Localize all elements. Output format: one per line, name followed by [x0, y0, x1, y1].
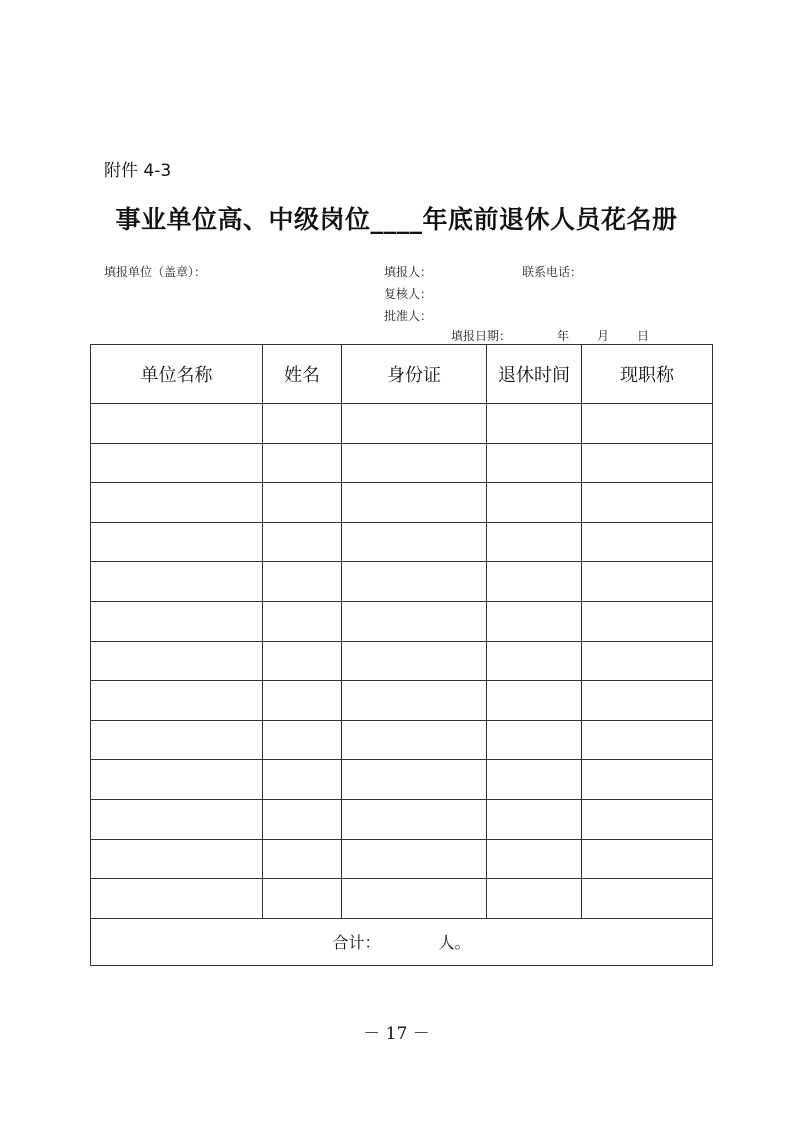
table-row [91, 760, 713, 800]
table-cell[interactable] [91, 641, 263, 681]
table-cell[interactable] [487, 760, 582, 800]
table-row [91, 720, 713, 760]
unit-label: 填报单位（盖章）： [104, 265, 207, 279]
retiree-roster-table [90, 344, 713, 966]
table-cell[interactable] [91, 483, 263, 523]
table-cell[interactable] [487, 681, 582, 721]
date-year-label: 年 [557, 329, 570, 343]
table-cell[interactable] [263, 879, 342, 919]
approver-label: 批准人： [384, 309, 433, 323]
table-cell[interactable] [582, 562, 713, 602]
table-cell[interactable] [263, 681, 342, 721]
table-row [91, 562, 713, 602]
table-cell[interactable] [582, 720, 713, 760]
total-cell [91, 918, 713, 965]
table-cell[interactable] [582, 839, 713, 879]
table-cell[interactable] [91, 799, 263, 839]
table-cell[interactable] [91, 601, 263, 641]
table-row [91, 839, 713, 879]
table-row [91, 443, 713, 483]
table-cell[interactable] [487, 601, 582, 641]
table-cell[interactable] [263, 483, 342, 523]
table-cell[interactable] [487, 522, 582, 562]
table-cell[interactable] [91, 839, 263, 879]
table-cell[interactable] [582, 601, 713, 641]
table-cell[interactable] [91, 681, 263, 721]
table-cell[interactable] [263, 760, 342, 800]
table-cell[interactable] [342, 879, 487, 919]
table-cell[interactable] [582, 760, 713, 800]
table-cell[interactable] [342, 483, 487, 523]
date-day-label: 日 [637, 329, 650, 343]
table-cell[interactable] [91, 404, 263, 444]
table-cell[interactable] [263, 799, 342, 839]
table-header-row [91, 345, 713, 404]
table-cell[interactable] [263, 404, 342, 444]
table-cell[interactable] [487, 799, 582, 839]
table-cell[interactable] [342, 443, 487, 483]
table-cell[interactable] [487, 443, 582, 483]
total-label: 合计： [332, 933, 381, 953]
table-cell[interactable] [342, 799, 487, 839]
table-cell[interactable] [263, 839, 342, 879]
total-row [91, 918, 713, 965]
table-cell[interactable] [263, 601, 342, 641]
attachment-label: 附件 4-3 [104, 161, 172, 181]
table-cell[interactable] [342, 839, 487, 879]
filler-label: 填报人： [384, 265, 433, 279]
table-cell[interactable] [91, 562, 263, 602]
table-row [91, 483, 713, 523]
table-cell[interactable] [263, 443, 342, 483]
table-cell[interactable] [582, 879, 713, 919]
table-cell[interactable] [91, 720, 263, 760]
table-cell[interactable] [582, 522, 713, 562]
table-cell[interactable] [342, 720, 487, 760]
column-header-current-title: 现职称 [582, 345, 713, 404]
table-cell[interactable] [582, 483, 713, 523]
table-row [91, 681, 713, 721]
table-cell[interactable] [582, 799, 713, 839]
table-cell[interactable] [487, 483, 582, 523]
table-row [91, 522, 713, 562]
table-row [91, 641, 713, 681]
table-row [91, 404, 713, 444]
column-header-retirement-time: 退休时间 [487, 345, 582, 404]
date-label: 填报日期： [451, 329, 512, 343]
table-row [91, 799, 713, 839]
table-cell[interactable] [342, 601, 487, 641]
table-cell[interactable] [342, 681, 487, 721]
table-cell[interactable] [487, 562, 582, 602]
table-row [91, 601, 713, 641]
total-unit: 人。 [438, 933, 471, 953]
table-cell[interactable] [263, 562, 342, 602]
reviewer-label: 复核人： [384, 287, 433, 301]
table-cell[interactable] [342, 522, 487, 562]
date-month-label: 月 [597, 329, 610, 343]
table-cell[interactable] [342, 760, 487, 800]
table-row [91, 879, 713, 919]
table-cell[interactable] [342, 641, 487, 681]
table-body [91, 404, 713, 919]
table-cell[interactable] [487, 720, 582, 760]
table-cell[interactable] [487, 879, 582, 919]
column-header-unit-name: 单位名称 [91, 345, 263, 404]
table-cell[interactable] [582, 641, 713, 681]
table-cell[interactable] [91, 760, 263, 800]
table-cell[interactable] [487, 404, 582, 444]
table-cell[interactable] [263, 522, 342, 562]
column-header-name: 姓名 [263, 345, 342, 404]
page-number: － 17 － [363, 1024, 430, 1044]
table-cell[interactable] [342, 404, 487, 444]
table-cell[interactable] [263, 641, 342, 681]
column-header-id-card: 身份证 [342, 345, 487, 404]
table-cell[interactable] [342, 562, 487, 602]
table-cell[interactable] [91, 879, 263, 919]
page-title: 事业单位高、中级岗位____年底前退休人员花名册 [115, 205, 678, 234]
contact-label: 联系电话： [522, 265, 583, 279]
table-cell[interactable] [487, 839, 582, 879]
table-cell[interactable] [582, 404, 713, 444]
table-cell[interactable] [91, 522, 263, 562]
table-cell[interactable] [582, 443, 713, 483]
table-cell[interactable] [582, 681, 713, 721]
table-cell[interactable] [91, 443, 263, 483]
table-cell[interactable] [263, 720, 342, 760]
table-cell[interactable] [487, 641, 582, 681]
